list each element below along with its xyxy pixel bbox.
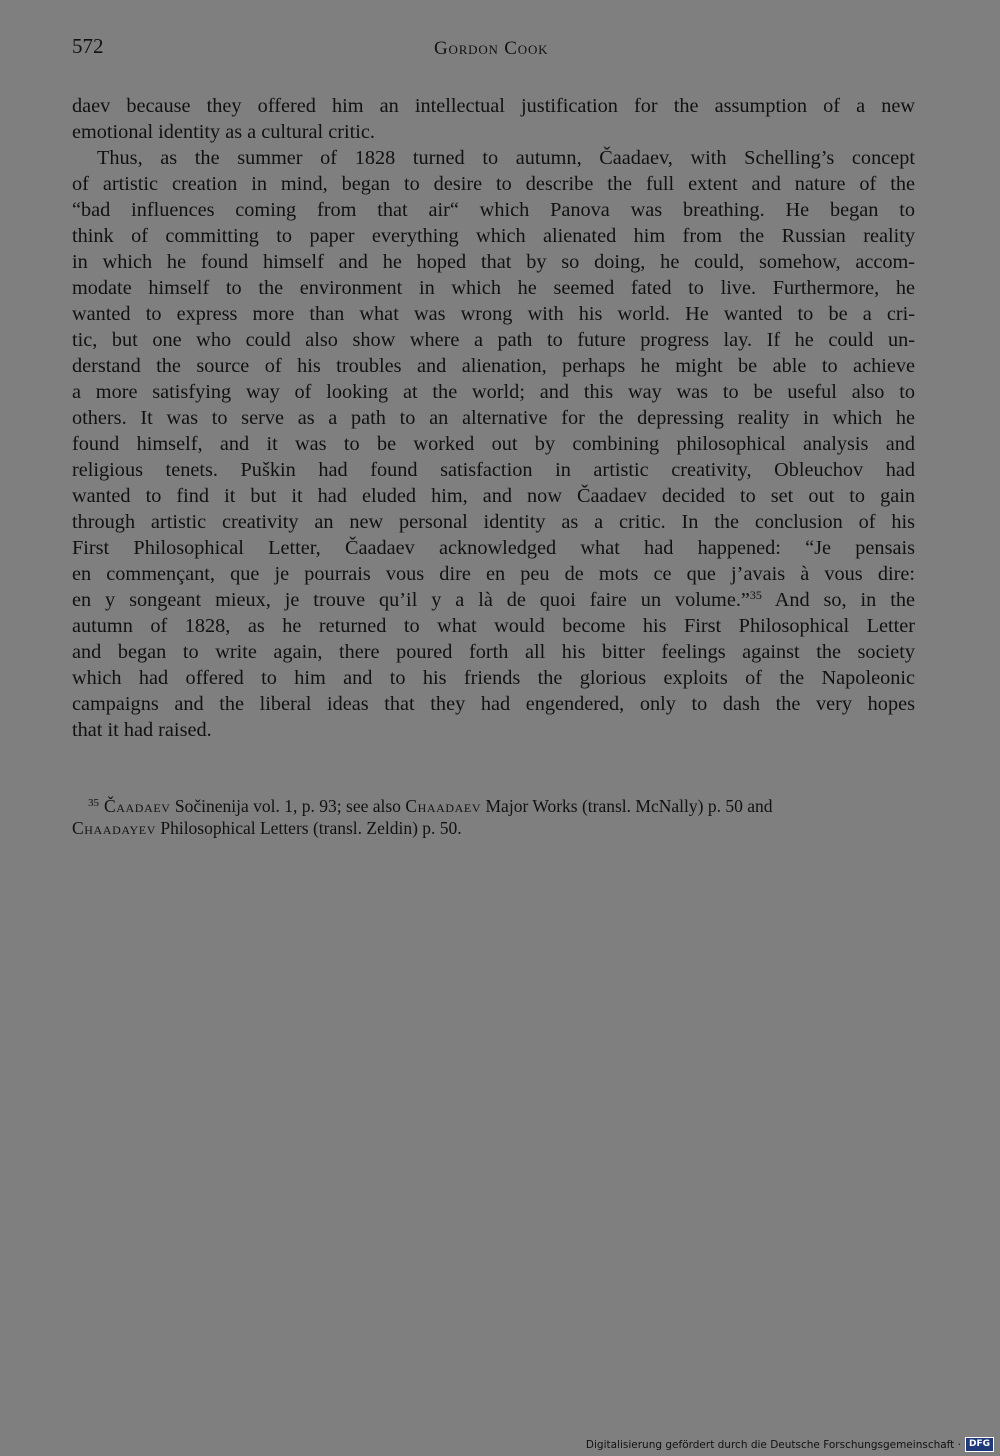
text-line: campaigns and the liberal ideas that they had engendered, only to dash the very hopes [72, 693, 915, 715]
text-segment: en y songeant mieux, je trouve qu’il y a là de quoi faire un volume.” [72, 589, 750, 611]
footnote-text: Sočinenija vol. 1, p. 93; see also [170, 796, 406, 816]
footnote-reference: 35 [749, 588, 762, 602]
running-head: Gordon Cook [434, 38, 549, 59]
footnote [72, 795, 915, 839]
text-line: tic, but one who could also show where a path to future progress lay. If he could un- [72, 329, 915, 351]
text-line: and began to write again, there poured forth all his bitter feelings against the society [72, 641, 915, 663]
text-line: a more satisfying way of looking at the world; and this way was to be useful also to [72, 381, 915, 403]
text-line: of artistic creation in mind, began to desire to describe the full extent and nature of the [72, 173, 915, 195]
text-segment: And so, in the [761, 589, 915, 611]
footnote-author: Chaadaev [405, 796, 482, 816]
text-line: en commençant, que je pourrais vous dire en peu de mots ce que j’avais à vous dire: [72, 563, 915, 585]
text-line: wanted to find it but it had eluded him, and now Čaadaev decided to set out to gain [72, 485, 915, 507]
page-number: 572 [72, 34, 104, 58]
text-line: Thus, as the summer of 1828 turned to autumn, Čaadaev, with Schelling’s concept [97, 147, 915, 169]
footnote-number: 35 [88, 797, 99, 809]
footnote-text: Major Works (transl. McNally) p. 50 and [481, 796, 773, 816]
text-line: autumn of 1828, as he returned to what would become his First Philosophical Letter [72, 615, 915, 637]
text-line: daev because they offered him an intellectual justification for the assumption of a new [72, 95, 915, 117]
digitization-credit [586, 1437, 994, 1452]
credit-text: Digitalisierung gefördert durch die Deutsche Forschungsgemeinschaft · [585, 1438, 961, 1451]
text-line: others. It was to serve as a path to an alternative for the depressing reality in which he [72, 407, 915, 429]
footnote-text: Philosophical Letters (transl. Zeldin) p. 50. [155, 818, 462, 838]
text-line: through artistic creativity an new personal identity as a critic. In the conclusion of his [72, 511, 915, 533]
text-line: First Philosophical Letter, Čaadaev acknowledged what had happened: “Je pensais [72, 537, 915, 559]
text-line: “bad influences coming from that air“ which Panova was breathing. He began to [72, 199, 915, 221]
footnote-author: Chaadayev [72, 818, 156, 838]
text-line: wanted to express more than what was wrong with his world. He wanted to be a cri- [72, 303, 915, 325]
text-line: which had offered to him and to his friends the glorious exploits of the Napoleonic [72, 667, 915, 689]
text-line: emotional identity as a cultural critic. [72, 121, 375, 143]
text-line: found himself, and it was to be worked out by combining philosophical analysis and [72, 433, 915, 455]
text-line-with-footnote-ref [72, 587, 915, 613]
body-text [72, 93, 915, 743]
footnote-author: Čaadaev [104, 796, 171, 816]
text-line: think of committing to paper everything which alienated him from the Russian reality [72, 225, 915, 247]
text-line: derstand the source of his troubles and alienation, perhaps he might be able to achieve [72, 355, 915, 377]
text-line: religious tenets. Puškin had found satisfaction in artistic creativity, Obleuchov had [72, 459, 915, 481]
dfg-logo-icon: DFG [965, 1437, 994, 1452]
text-line: in which he found himself and he hoped that by so doing, he could, somehow, accom- [72, 251, 915, 273]
text-line: that it had raised. [72, 719, 212, 741]
text-line: modate himself to the environment in which he seemed fated to live. Furthermore, he [72, 277, 915, 299]
